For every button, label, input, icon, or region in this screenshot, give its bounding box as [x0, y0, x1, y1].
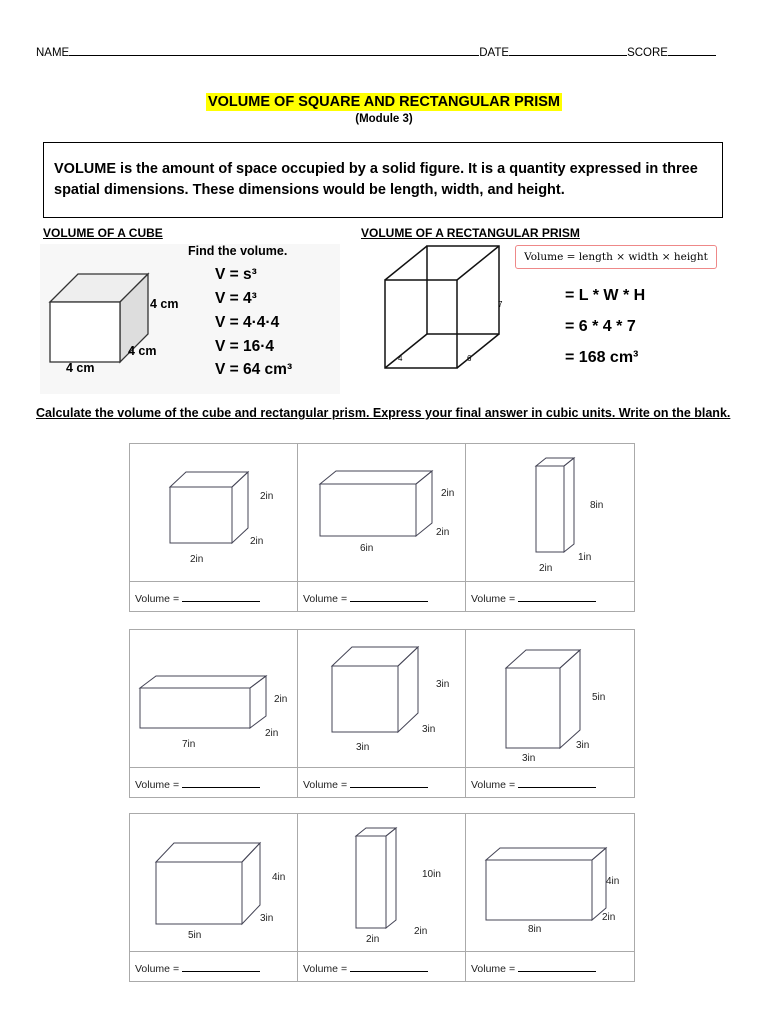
- problem-2-height: 2in: [441, 488, 455, 499]
- cube-dim-height: 4 cm: [150, 297, 179, 311]
- cube-step-1: V = s³: [215, 266, 257, 283]
- prism-dim-width: 4: [398, 354, 403, 363]
- prism-dim-height: 7: [498, 300, 503, 309]
- problem-6-figure: [466, 630, 634, 768]
- problem-8-width: 2in: [414, 926, 428, 937]
- problem-4-figure: [130, 630, 298, 768]
- problem-1: [130, 444, 298, 582]
- problem-4-length: 7in: [182, 739, 196, 750]
- cube-dim-width: 4 cm: [128, 344, 157, 358]
- volume-blank[interactable]: [350, 777, 428, 788]
- problem-3-figure: [466, 444, 634, 582]
- problem-5: [298, 630, 466, 768]
- volume-blank[interactable]: [350, 961, 428, 972]
- volume-blank[interactable]: [518, 961, 596, 972]
- name-blank[interactable]: [69, 44, 479, 56]
- volume-label: Volume =: [303, 779, 348, 791]
- volume-blank[interactable]: [182, 777, 260, 788]
- cube-step-5: V = 64 cm³: [215, 361, 293, 378]
- prism-step-2: = 6 * 4 * 7: [565, 318, 636, 335]
- problem-8-height: 10in: [422, 869, 441, 880]
- volume-answer-3[interactable]: [466, 582, 634, 611]
- prism-step-1: = L * W * H: [565, 287, 646, 304]
- volume-label: Volume =: [471, 963, 516, 975]
- page-subtitle: (Module 3): [355, 113, 413, 125]
- volume-label: Volume =: [135, 779, 180, 791]
- date-blank[interactable]: [509, 44, 627, 56]
- title-wrap: [0, 93, 768, 111]
- volume-label: Volume =: [471, 593, 516, 605]
- problem-9-width: 2in: [602, 912, 616, 923]
- definition-box: [43, 142, 723, 218]
- name-label: NAME: [36, 47, 70, 59]
- problem-3-length: 2in: [539, 563, 553, 574]
- problem-2: [298, 444, 466, 582]
- problem-7-length: 5in: [188, 930, 202, 941]
- problem-1-width: 2in: [250, 536, 264, 547]
- problem-9-figure: [466, 814, 634, 952]
- cube-dim-length: 4 cm: [66, 361, 95, 375]
- volume-answer-7[interactable]: [130, 952, 298, 981]
- prism-dim-length: 6: [467, 354, 472, 363]
- cube-step-4: V = 16·4: [215, 338, 275, 355]
- problem-2-figure: [298, 444, 466, 582]
- problem-4-height: 2in: [274, 694, 288, 705]
- problem-3-width: 1in: [578, 552, 592, 563]
- prism-example-figure: [375, 240, 515, 380]
- page-title: VOLUME OF SQUARE AND RECTANGULAR PRISM: [207, 94, 561, 110]
- problem-7-width: 3in: [260, 913, 274, 924]
- prism-formula-box: Volume = length × width × height: [515, 245, 717, 269]
- problem-6-length: 3in: [522, 753, 536, 764]
- problem-1-height: 2in: [260, 491, 274, 502]
- problem-2-length: 6in: [360, 543, 374, 554]
- header-line: [36, 44, 726, 60]
- volume-blank[interactable]: [518, 591, 596, 602]
- cube-find-label: Find the volume.: [188, 244, 288, 258]
- instructions: Calculate the volume of the cube and rectangular prism. Express your final answer in cubic units. Write on the blank.: [36, 406, 731, 420]
- volume-label: Volume =: [135, 593, 180, 605]
- prism-section-label: VOLUME OF A RECTANGULAR PRISM: [361, 226, 580, 240]
- volume-answer-9[interactable]: [466, 952, 634, 981]
- score-label: SCORE: [627, 47, 668, 59]
- problem-8-length: 2in: [366, 934, 380, 945]
- problem-grid-3: [129, 813, 635, 982]
- volume-answer-8[interactable]: [298, 952, 466, 981]
- cube-step-2: V = 4³: [215, 290, 257, 307]
- cube-section-label: VOLUME OF A CUBE: [43, 226, 163, 240]
- problem-6-height: 5in: [592, 692, 606, 703]
- definition-text: VOLUME is the amount of space occupied by a solid figure. It is a quantity expressed in three spatial dimensions. These dimensions would be length, width, and height.: [54, 161, 698, 198]
- problem-8-figure: [298, 814, 466, 952]
- problem-3: [466, 444, 634, 582]
- problem-9-length: 8in: [528, 924, 542, 935]
- problem-4-width: 2in: [265, 728, 279, 739]
- cube-step-3: V = 4·4·4: [215, 314, 280, 331]
- volume-blank[interactable]: [350, 591, 428, 602]
- problem-1-length: 2in: [190, 554, 204, 565]
- volume-blank[interactable]: [518, 777, 596, 788]
- volume-label: Volume =: [135, 963, 180, 975]
- volume-label: Volume =: [303, 963, 348, 975]
- volume-label: Volume =: [303, 593, 348, 605]
- volume-answer-1[interactable]: [130, 582, 298, 611]
- problem-7: [130, 814, 298, 952]
- problem-9: [466, 814, 634, 952]
- volume-blank[interactable]: [182, 591, 260, 602]
- volume-blank[interactable]: [182, 961, 260, 972]
- prism-example-panel: [375, 240, 515, 380]
- problem-8: [298, 814, 466, 952]
- problem-7-figure: [130, 814, 298, 952]
- problem-5-width: 3in: [422, 724, 436, 735]
- prism-step-3: = 168 cm³: [565, 349, 639, 366]
- problem-7-height: 4in: [272, 872, 286, 883]
- problem-2-width: 2in: [436, 527, 450, 538]
- volume-label: Volume =: [471, 779, 516, 791]
- problem-5-figure: [298, 630, 466, 768]
- volume-answer-2[interactable]: [298, 582, 466, 611]
- score-blank[interactable]: [668, 44, 716, 56]
- problem-1-figure: [130, 444, 298, 582]
- problem-6-width: 3in: [576, 740, 590, 751]
- problem-5-length: 3in: [356, 742, 370, 753]
- problem-5-height: 3in: [436, 679, 450, 690]
- volume-answer-4[interactable]: [130, 768, 298, 797]
- problem-grid-2: [129, 629, 635, 798]
- volume-answer-6[interactable]: [466, 768, 634, 797]
- problem-9-height: 4in: [606, 876, 620, 887]
- volume-answer-5[interactable]: [298, 768, 466, 797]
- problem-grid-1: [129, 443, 635, 612]
- problem-4: [130, 630, 298, 768]
- problem-3-height: 8in: [590, 500, 604, 511]
- date-label: DATE: [479, 47, 510, 59]
- problem-6: [466, 630, 634, 768]
